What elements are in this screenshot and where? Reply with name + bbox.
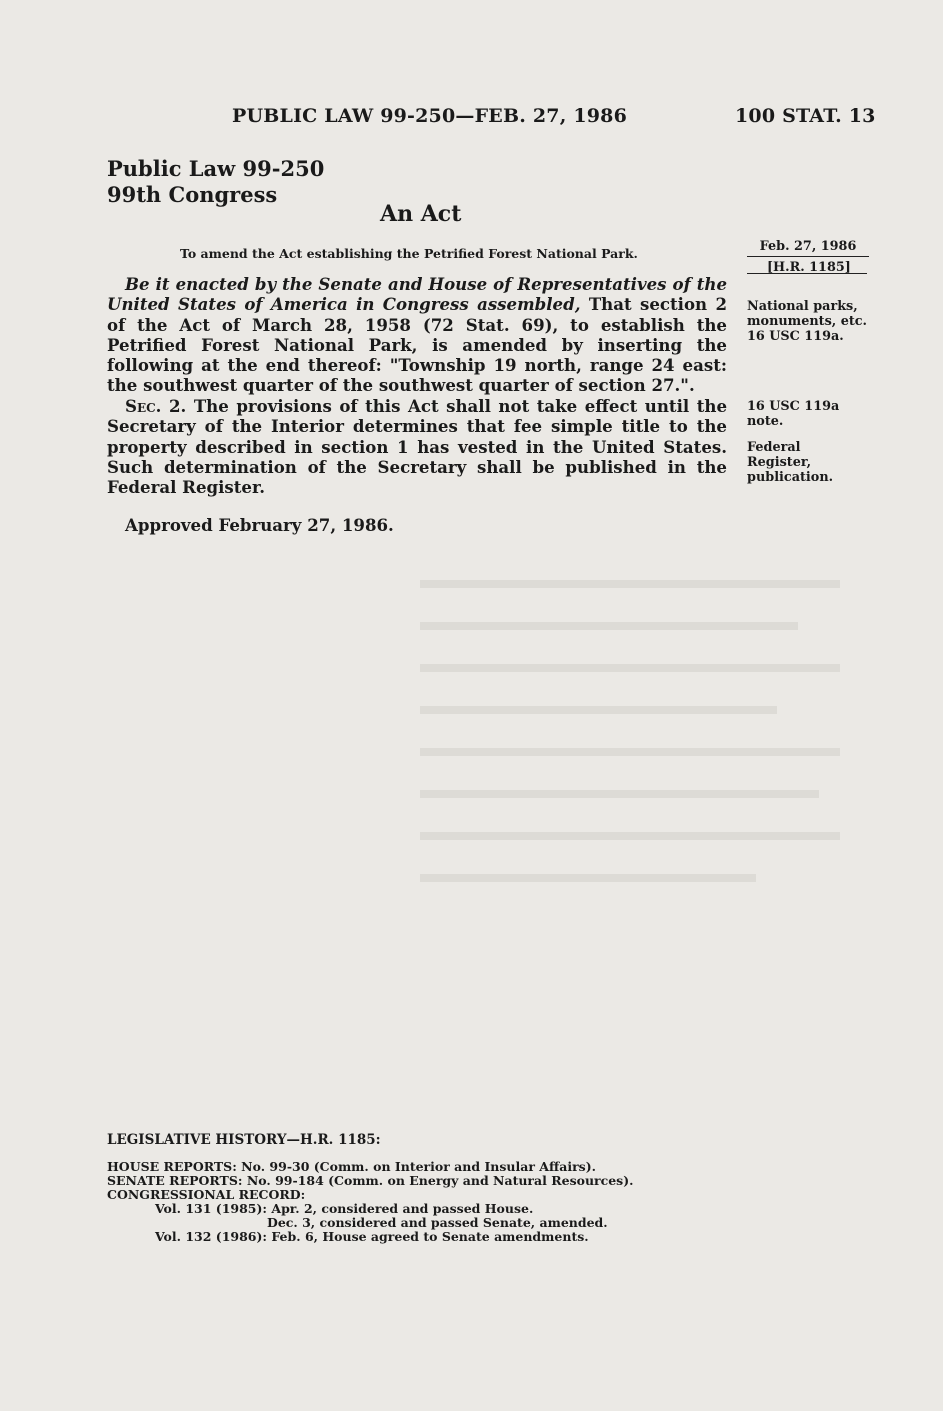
margin-date-underline (747, 273, 867, 274)
record-vol-132: Vol. 132 (1986): Feb. 6, House agreed to Senate amendments. (155, 1229, 589, 1244)
congress-number: 99th Congress (107, 182, 278, 207)
bleed-through-background (420, 560, 840, 1080)
legislative-history-heading (107, 1133, 381, 1147)
margin-note-line: monuments, etc. (747, 314, 867, 329)
house-reports-text: No. 99-30 (Comm. on Interior and Insular Affairs). (236, 1159, 596, 1174)
legislative-history-title: LEGISLATIVE HISTORY—H.R. 1185: (107, 1132, 381, 1148)
margin-note-line: National parks, (747, 299, 858, 314)
margin-note-national-parks (747, 299, 867, 344)
section-1-body: That section 2 of the Act of March 28, 1958 (72 Stat. 69), to establish the Petrified Forest National Park, is amended by inserting the following at the end thereof: "Township 19 north, range 24 east: the southwest quarter of the southwest quarter of section 27.". (107, 294, 727, 396)
house-reports (107, 1160, 633, 1174)
running-head-left: PUBLIC LAW 99-250—FEB. 27, 1986 (232, 105, 628, 127)
senate-reports-label: SENATE REPORTS: (107, 1173, 243, 1188)
margin-bill-number: [H.R. 1185] (747, 256, 869, 275)
congressional-record-label: CONGRESSIONAL RECORD: (107, 1187, 306, 1202)
margin-note-line: publication. (747, 470, 834, 485)
margin-date: Feb. 27, 1986 (759, 239, 857, 254)
margin-note-line: 16 USC 119a. (747, 329, 844, 344)
margin-note-line: 16 USC 119a (747, 399, 840, 414)
act-purpose: To amend the Act establishing the Petrified Forest National Park. (180, 246, 638, 261)
senate-reports (107, 1174, 633, 1188)
senate-reports-text: No. 99-184 (Comm. on Energy and Natural Resources). (242, 1173, 634, 1188)
running-head-right: 100 STAT. 13 (735, 105, 876, 127)
public-law-number: Public Law 99-250 (107, 156, 325, 181)
margin-note-line: note. (747, 414, 784, 429)
record-vol-131-b: Dec. 3, considered and passed Senate, amended. (267, 1215, 608, 1230)
enacting-clause: Be it enacted by the Senate and House of Representatives of the United States of America in Congress assembled, (107, 274, 727, 315)
house-reports-label: HOUSE REPORTS: (107, 1159, 237, 1174)
act-heading: An Act (380, 201, 462, 227)
section-1-text (107, 274, 727, 396)
margin-note-line: Register, (747, 455, 812, 470)
section-2-body: The provisions of this Act shall not take effect until the Secretary of the Interior determines that fee simple title to the property described in section 1 has vested in the United States. Such determination of the Secretary shall be published in the Federal Register. (107, 396, 727, 498)
record-vol-131-a: Vol. 131 (1985): Apr. 2, considered and passed House. (155, 1201, 534, 1216)
margin-note-line: Federal (747, 440, 801, 455)
legislative-history-body (107, 1160, 633, 1244)
approval-date: Approved February 27, 1986. (125, 515, 394, 535)
margin-date-block (747, 239, 869, 275)
section-2-label: Sec. 2. (125, 396, 187, 416)
margin-note-federal-register (747, 440, 833, 485)
section-2-text (107, 396, 727, 497)
public-law-heading (107, 156, 324, 208)
margin-note-usc-note (747, 399, 839, 429)
